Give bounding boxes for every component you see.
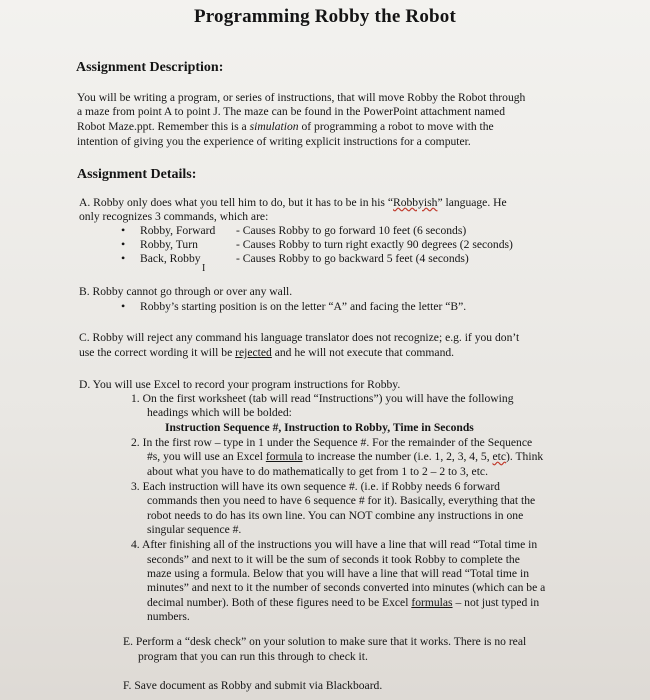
command-name: Robby, Turn [140, 238, 198, 251]
description-line-1: You will be writing a program, or series of instructions, that will move Robby the Robot through [77, 91, 526, 104]
d-item-4-line-c: maze using a formula. Below that you will have a line that will read “Total time in [147, 567, 529, 580]
d-item-4-line-f: numbers. [147, 610, 190, 623]
bullet-icon: • [121, 223, 126, 237]
d-item-4-line-e: decimal number). Both of these figures need to be Excel formulas – not just typed in [147, 596, 540, 609]
command-description: - Causes Robby to go backward 5 feet (4 seconds) [236, 252, 469, 265]
description-line-4: intention of giving you the experience of writing explicit instructions for a computer. [77, 135, 471, 148]
section-e-line-1: E. Perform a “desk check” on your solution to make sure that it works. There is no real [123, 635, 527, 648]
text-cursor-mark: I [202, 263, 206, 274]
d-item-1-line-a: 1. On the first worksheet (tab will read “Instructions”) you will have the following [131, 392, 514, 405]
d-item-4-line-b: seconds” and next to it will be the sum of seconds it took Robby to complete the [147, 553, 520, 566]
section-d-line-1: D. You will use Excel to record your program instructions for Robby. [79, 378, 401, 391]
bullet-icon: • [121, 299, 126, 313]
d-item-2-line-a: 2. In the first row – type in 1 under the Sequence #. For the remainder of the Sequence [131, 436, 533, 449]
description-heading: Assignment Description: [76, 60, 224, 75]
command-name: Robby, Forward [140, 224, 216, 237]
d-item-3-line-c: robot needs to do has its own line. You can NOT combine any instructions in one [147, 509, 524, 522]
d-item-2-line-c: about what you have to do mathematically to get from 1 to 2 – 2 to 3, etc. [147, 465, 488, 478]
command-name: Back, Robby [140, 252, 201, 265]
d-item-2-line-b: #s, you will use an Excel formula to increase the number (i.e. 1, 2, 3, 4, 5, etc). Think [147, 450, 544, 463]
d-item-4-line-a: 4. After finishing all of the instructions you will have a line that will read “Total time in [131, 538, 538, 551]
d-item-1-headings: Instruction Sequence #, Instruction to Robby, Time in Seconds [165, 421, 474, 434]
d-item-1-line-b: headings which will be bolded: [147, 406, 292, 419]
section-c-line-2: use the correct wording it will be rejected and he will not execute that command. [79, 346, 455, 359]
command-description: - Causes Robby to go forward 10 feet (6 seconds) [236, 224, 467, 237]
section-a-line-1: A. Robby only does what you tell him to do, but it has to be in his “Robbyish” language. He [79, 196, 507, 209]
section-a-line-2: only recognizes 3 commands, which are: [79, 210, 269, 223]
d-item-3-line-a: 3. Each instruction will have its own sequence #. (i.e. if Robby needs 6 forward [131, 480, 500, 493]
description-line-3: Robot Maze.ppt. Remember this is a simulation of programming a robot to move with the [77, 120, 494, 133]
description-line-2: a maze from point A to point J. The maze can be found in the PowerPoint attachment named [77, 105, 505, 118]
section-e-line-2: program that you can run this through to check it. [138, 650, 368, 663]
d-item-3-line-b: commands then you need to have 6 sequence # for it). Basically, everything that the [147, 494, 536, 507]
details-heading: Assignment Details: [77, 167, 197, 182]
section-b-bullet: Robby’s starting position is on the letter “A” and facing the letter “B”. [140, 300, 467, 313]
section-f-line-1: F. Save document as Robby and submit via Blackboard. [123, 679, 383, 692]
bullet-icon: • [121, 251, 126, 265]
d-item-4-line-d: minutes” and next to it the number of seconds converted into minutes (which can be a [147, 581, 546, 594]
d-item-3-line-d: singular sequence #. [147, 523, 242, 536]
command-description: - Causes Robby to turn right exactly 90 degrees (2 seconds) [236, 238, 513, 251]
section-b-line-1: B. Robby cannot go through or over any wall. [79, 285, 293, 298]
section-c-line-1: C. Robby will reject any command his language translator does not recognize; e.g. if you don’t [79, 331, 520, 344]
page-title: Programming Robby the Robot [193, 6, 457, 27]
bullet-icon: • [121, 237, 126, 251]
